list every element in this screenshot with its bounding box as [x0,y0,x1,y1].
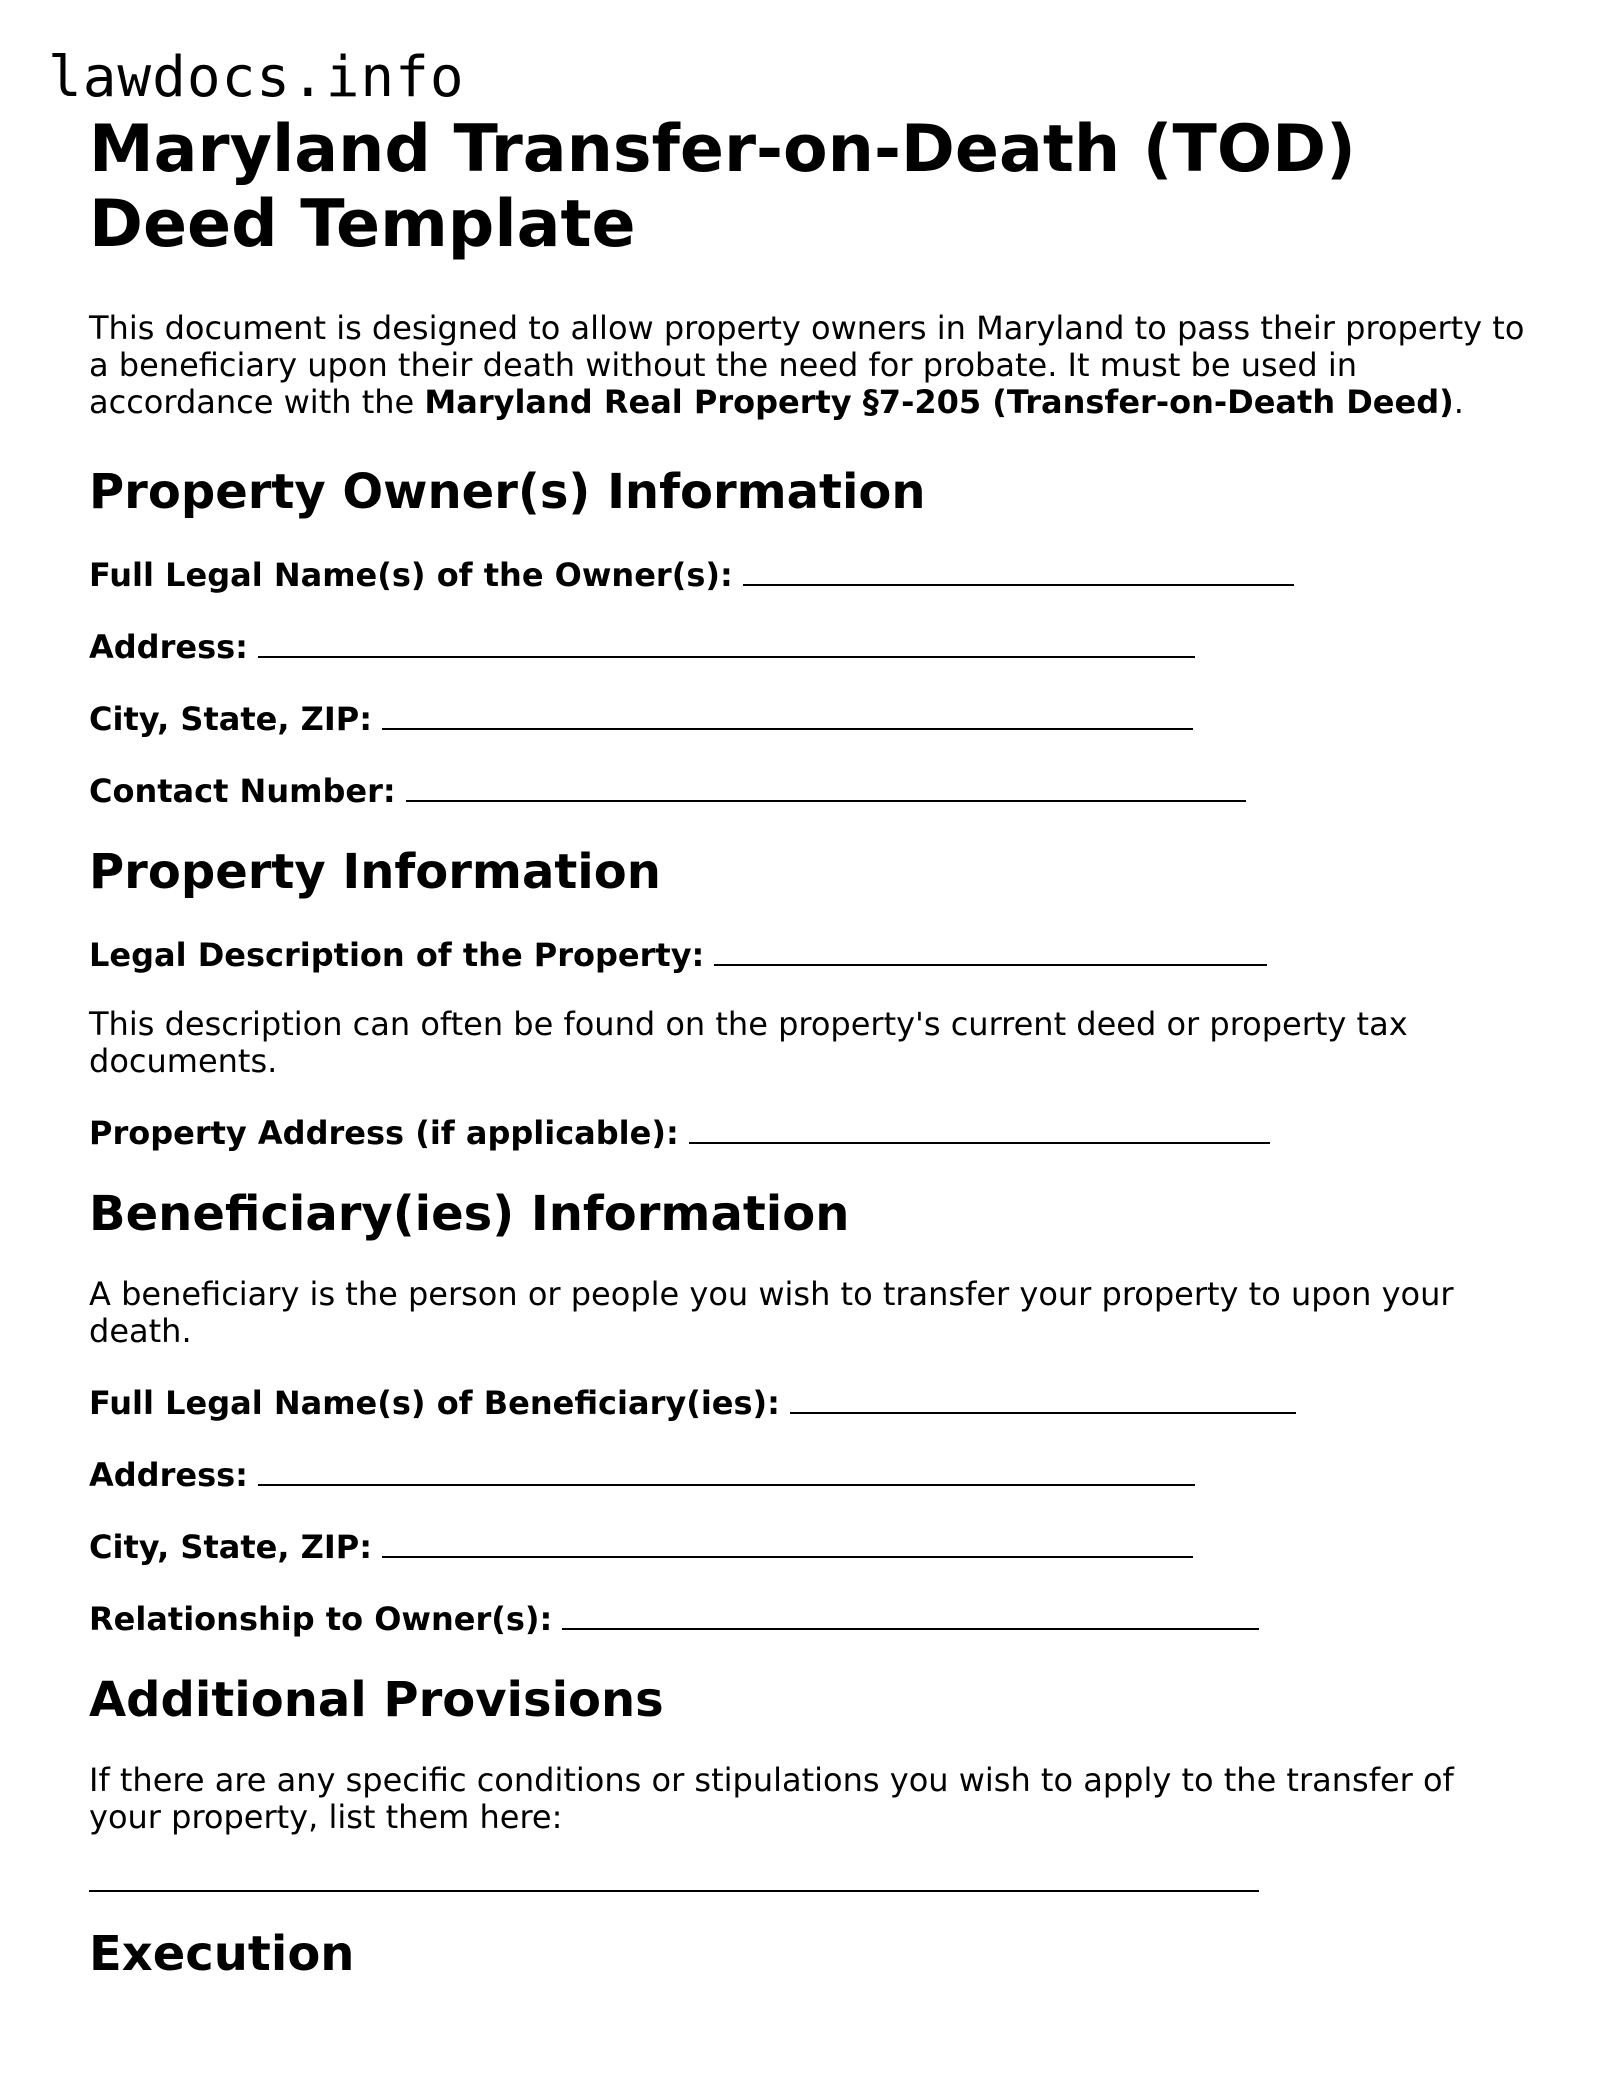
legal-description-field [89,934,1529,974]
owner-city-blank[interactable] [382,698,1193,730]
owner-city-label: City, State, ZIP: [89,700,373,738]
legal-description-blank[interactable] [714,934,1267,966]
owner-city-field [89,698,1529,738]
beneficiary-note: A beneficiary is the person or people you wish to transfer your property to upon your death. [89,1275,1454,1350]
property-address-field [89,1112,1529,1152]
document-title: Maryland Transfer-on-Death (TOD) Deed Template [89,112,1356,262]
property-section-heading: Property Information [89,844,661,900]
owner-contact-blank[interactable] [406,770,1246,802]
site-watermark: lawdocs.info [48,45,465,110]
beneficiary-section-heading: Beneficiary(ies) Information [89,1186,850,1242]
intro-text: This document is designed to allow property owners in Maryland to pass their property to a beneficiary upon their death without the need for probate. It must be used in accordance with the [89,309,1525,421]
beneficiary-address-blank[interactable] [258,1454,1195,1486]
beneficiary-address-field [89,1454,1529,1494]
beneficiary-name-label: Full Legal Name(s) of Beneficiary(ies): [89,1384,780,1422]
owner-contact-label: Contact Number: [89,772,396,810]
property-address-blank[interactable] [689,1112,1270,1144]
owner-address-field [89,626,1529,666]
provisions-note: If there are any specific conditions or stipulations you wish to apply to the transfer of your property, list them here: [89,1761,1454,1836]
legal-description-label: Legal Description of the Property: [89,936,705,974]
statute-reference: Maryland Real Property §7-205 (Transfer-on-Death Deed) [424,383,1454,421]
execution-section-heading: Execution [89,1926,355,1982]
owner-name-field [89,554,1529,594]
owner-address-label: Address: [89,628,248,666]
owner-address-blank[interactable] [258,626,1195,658]
beneficiary-address-label: Address: [89,1456,248,1494]
beneficiary-relationship-blank[interactable] [562,1598,1259,1630]
property-address-label: Property Address (if applicable): [89,1114,679,1152]
beneficiary-name-field [89,1382,1529,1422]
provisions-blank-line[interactable] [89,1890,1259,1892]
intro-end: . [1453,383,1464,421]
beneficiary-relationship-label: Relationship to Owner(s): [89,1600,553,1638]
beneficiary-city-field [89,1526,1529,1566]
owner-name-label: Full Legal Name(s) of the Owner(s): [89,556,733,594]
beneficiary-name-blank[interactable] [790,1382,1296,1414]
intro-paragraph [89,310,1529,421]
owner-name-blank[interactable] [743,554,1294,586]
provisions-section-heading: Additional Provisions [89,1672,664,1728]
legal-description-note: This description can often be found on the property's current deed or property tax documents. [89,1005,1408,1080]
beneficiary-relationship-field [89,1598,1529,1638]
beneficiary-city-blank[interactable] [382,1526,1193,1558]
document-body [89,112,1529,1982]
beneficiary-city-label: City, State, ZIP: [89,1528,373,1566]
owner-section-heading: Property Owner(s) Information [89,464,926,520]
owner-contact-field [89,770,1529,810]
